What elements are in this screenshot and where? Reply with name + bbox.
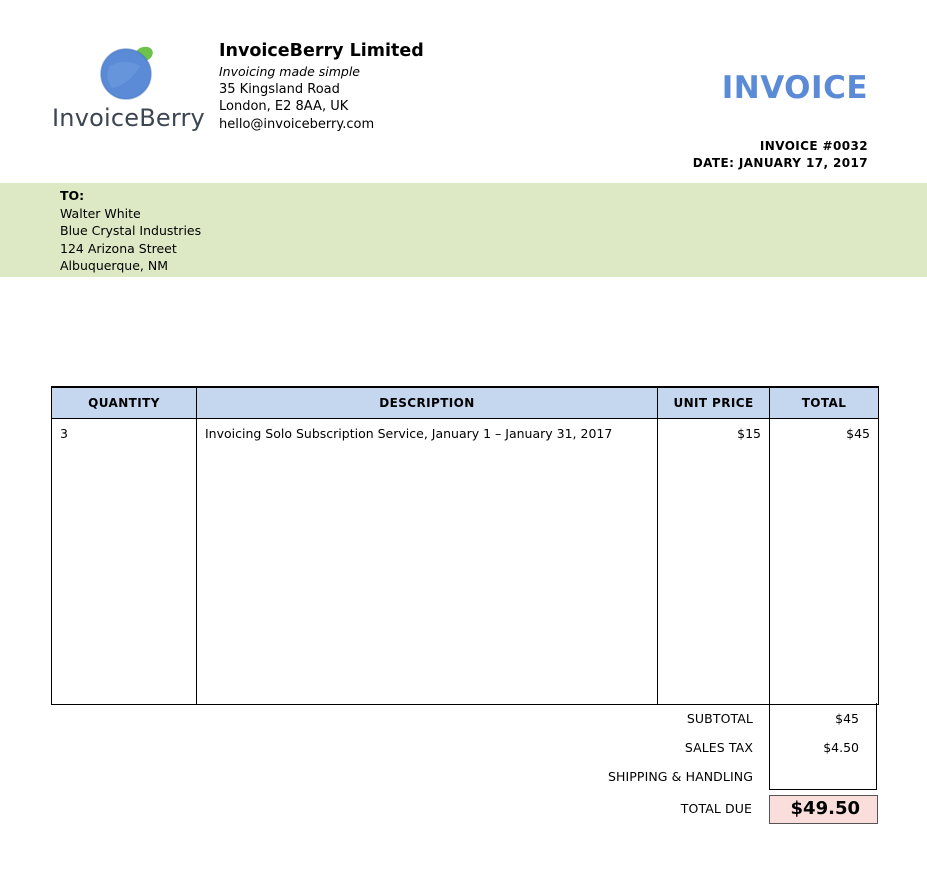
cell-description: Invoicing Solo Subscription Service, January 1 – January 31, 2017	[197, 419, 658, 705]
berry-logo-icon	[100, 44, 160, 102]
subtotal-row	[500, 703, 878, 732]
company-tagline: Invoicing made simple	[219, 64, 360, 79]
company-address-line1: 35 Kingsland Road	[219, 81, 340, 97]
total-due-value: $49.50	[769, 795, 878, 824]
recipient-city: Albuquerque, NM	[60, 258, 168, 273]
invoice-number: INVOICE #0032	[759, 139, 868, 153]
total-due-label: TOTAL DUE	[680, 801, 752, 816]
table-header-row	[52, 387, 879, 419]
recipient-label: TO:	[60, 188, 85, 203]
sales-tax-value: $4.50	[769, 732, 877, 761]
cell-total: $45	[770, 419, 879, 705]
company-info	[219, 40, 424, 133]
subtotal-value: $45	[769, 703, 877, 732]
invoice-title: INVOICE	[721, 70, 868, 106]
shipping-row	[500, 761, 878, 790]
invoice-meta	[693, 138, 868, 171]
logo-text: InvoiceBerry	[52, 104, 205, 132]
company-address-line2: London, E2 8AA, UK	[219, 99, 349, 114]
subtotal-label: SUBTOTAL	[686, 711, 753, 726]
company-name: InvoiceBerry Limited	[219, 41, 424, 61]
sales-tax-label: SALES TAX	[684, 740, 753, 755]
recipient-company: Blue Crystal Industries	[60, 223, 202, 238]
shipping-value	[769, 761, 877, 790]
recipient-name: Walter White	[60, 205, 141, 221]
cell-unit-price: $15	[658, 419, 770, 705]
shipping-label: SHIPPING & HANDLING	[607, 769, 753, 784]
table-row	[52, 419, 879, 705]
column-header-quantity: QUANTITY	[52, 387, 197, 419]
line-items-table	[51, 386, 879, 705]
sales-tax-row	[500, 732, 878, 761]
recipient-street: 124 Arizona Street	[60, 240, 177, 256]
recipient-block	[60, 187, 201, 275]
cell-quantity: 3	[52, 419, 197, 705]
column-header-unit-price: UNIT PRICE	[658, 387, 770, 419]
company-email: hello@invoiceberry.com	[219, 116, 375, 132]
company-logo	[52, 44, 212, 144]
column-header-description: DESCRIPTION	[197, 387, 658, 419]
column-header-total: TOTAL	[770, 387, 879, 419]
invoice-date: DATE: JANUARY 17, 2017	[692, 155, 868, 170]
